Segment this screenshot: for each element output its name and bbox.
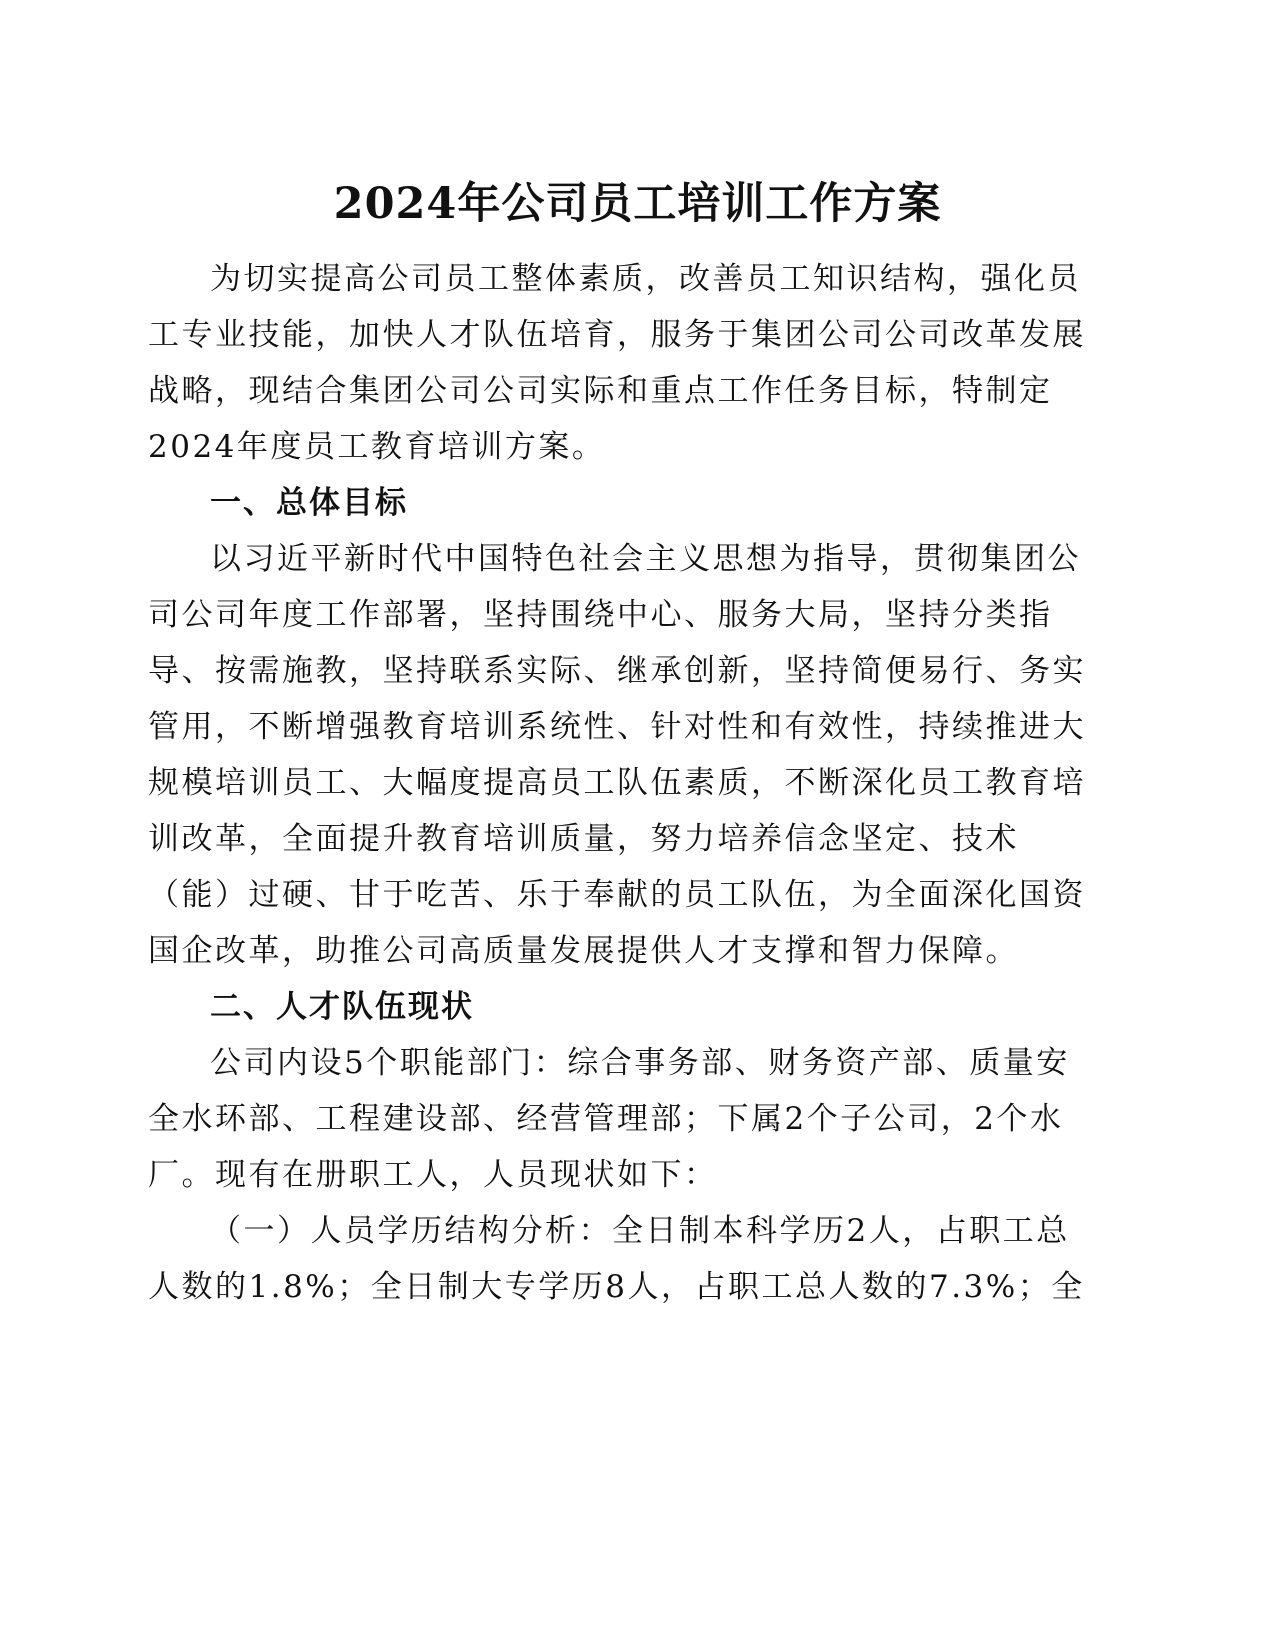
section1-line-3: 导、按需施教，坚持联系实际、继承创新，坚持简便易行、务实 [148,653,1086,689]
section2-sub1-line-1: （一）人员学历结构分析：全日制本科学历2人，占职工总 [210,1213,1070,1249]
document-title: 2024年公司员工培训工作方案 [333,179,942,229]
section1-line-7: （能）过硬、甘于吃苦、乐于奉献的员工队伍，为全面深化国资 [148,877,1086,913]
intro-line-4: 2024年度员工教育培训方案。 [148,429,606,465]
section1-line-8: 国企改革，助推公司高质量发展提供人才支撑和智力保障。 [148,933,1019,969]
intro-line-1: 为切实提高公司员工整体素质，改善员工知识结构，强化员 [210,261,1081,297]
section-heading-talent-status: 二、人才队伍现状 [210,989,474,1025]
section1-line-2: 司公司年度工作部署，坚持围绕中心、服务大局，坚持分类指 [148,597,1053,633]
section1-line-1: 以习近平新时代中国特色社会主义思想为指导，贯彻集团公 [210,541,1081,577]
section1-line-4: 管用，不断增强教育培训系统性、针对性和有效性，持续推进大 [148,709,1086,745]
intro-line-3: 战略，现结合集团公司公司实际和重点工作任务目标，特制定 [148,373,1053,409]
section-heading-overall-goal: 一、总体目标 [210,485,408,521]
section1-line-6: 训改革，全面提升教育培训质量，努力培养信念坚定、技术 [148,821,1019,857]
intro-line-2: 工专业技能，加快人才队伍培育，服务于集团公司公司改革发展 [148,317,1086,353]
section2-line-3: 厂。现有在册职工人，人员现状如下： [148,1157,718,1193]
section2-sub1-line-2: 人数的1.8%；全日制大专学历8人，占职工总人数的7.3%；全 [148,1269,1085,1305]
section1-line-5: 规模培训员工、大幅度提高员工队伍素质，不断深化员工教育培 [148,765,1086,801]
section2-line-2: 全水环部、工程建设部、经营管理部；下属2个子公司，2个水 [148,1101,1064,1137]
section2-line-1: 公司内设5个职能部门：综合事务部、财务资产部、质量安 [210,1045,1070,1081]
